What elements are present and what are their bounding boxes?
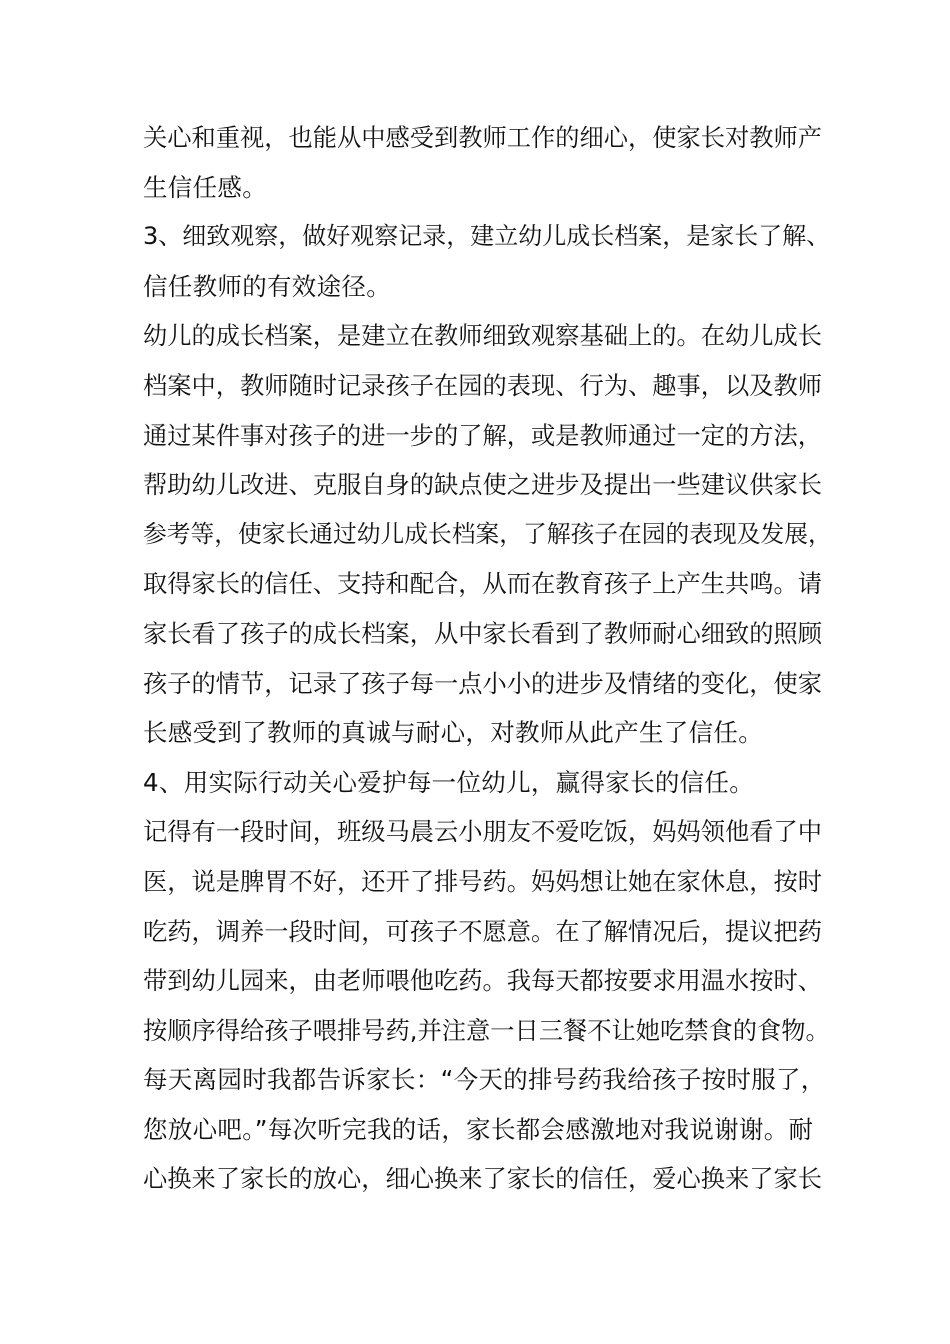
- text-line: 您放心吧。”每次听完我的话，家长都会感激地对我说谢谢。耐: [143, 1114, 814, 1144]
- section-heading-3: 3、细致观察，做好观察记录，建立幼儿成长档案，是家长了解、: [143, 222, 831, 251]
- text-line: 取得家长的信任、支持和配合，从而在教育孩子上产生共鸣。请: [143, 569, 823, 599]
- text-line: 通过某件事对孩子的进一步的了解，或是教师通过一定的方法，: [143, 420, 823, 450]
- text-line: 带到幼儿园来，由老师喂他吃药。我每天都按要求用温水按时、: [143, 966, 823, 996]
- text-line: 档案中，教师随时记录孩子在园的表现、行为、趣事，以及教师: [143, 370, 823, 400]
- text-line: 帮助幼儿改进、克服自身的缺点使之进步及提出一些建议供家长: [143, 470, 823, 500]
- text-line: 长感受到了教师的真诚与耐心，对教师从此产生了信任。: [143, 718, 763, 748]
- body-text: [143, 113, 833, 1204]
- text-line: 按顺序得给孩子喂排号药,并注意一日三餐不让她吃禁食的食物。: [143, 1015, 830, 1045]
- text-line: 孩子的情节，记录了孩子每一点小小的进步及情绪的变化，使家: [143, 668, 823, 698]
- text-line: 每天离园时我都告诉家长：“今天的排号药我给孩子按时服了，: [143, 1065, 826, 1095]
- text-line: 参考等，使家长通过幼儿成长档案，了解孩子在园的表现及发展，: [143, 519, 832, 548]
- text-line: 家长看了孩子的成长档案，从中家长看到了教师耐心细致的照顾: [143, 618, 823, 648]
- text-line: 心换来了家长的放心，细心换来了家长的信任，爱心换来了家长: [143, 1164, 823, 1194]
- section-heading-4: 4、用实际行动关心爱护每一位幼儿，赢得家长的信任。: [143, 767, 755, 797]
- text-line: 关心和重视，也能从中感受到教师工作的细心，使家长对教师产: [143, 123, 823, 152]
- text-line: 吃药，调养一段时间，可孩子不愿意。在了解情况后，提议把药: [143, 916, 823, 946]
- text-line: 生信任感。: [143, 172, 267, 202]
- text-line: 幼儿的成长档案，是建立在教师细致观察基础上的。在幼儿成长: [143, 321, 823, 351]
- text-line: 信任教师的有效途径。: [143, 271, 391, 301]
- text-line: 记得有一段时间，班级马晨云小朋友不爱吃饭，妈妈领他看了中: [143, 817, 823, 847]
- text-line: 医，说是脾胃不好，还开了排号药。妈妈想让她在家休息，按时: [143, 866, 823, 896]
